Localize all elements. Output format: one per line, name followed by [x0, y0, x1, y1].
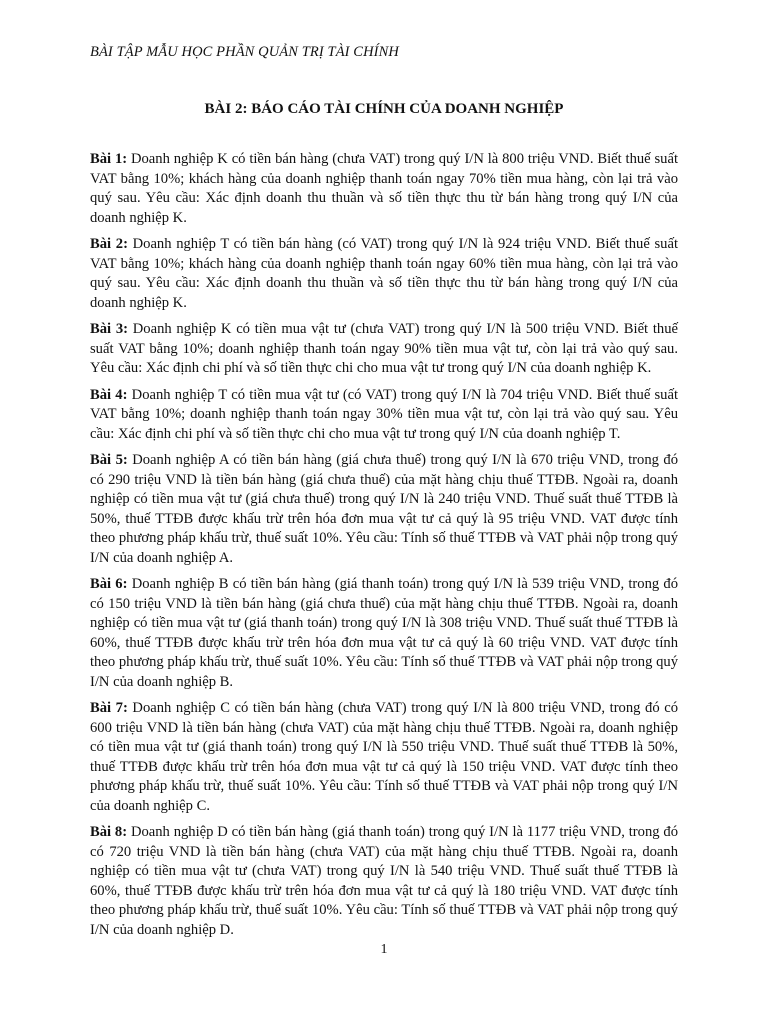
exercise-1	[90, 150, 678, 228]
exercise-label: Bài 6:	[90, 576, 128, 592]
exercise-5	[90, 451, 678, 568]
exercise-label: Bài 7:	[90, 700, 128, 716]
exercise-label: Bài 1:	[90, 151, 128, 167]
exercise-4	[90, 386, 678, 445]
exercise-label: Bài 2:	[90, 236, 128, 252]
document-title: BÀI 2: BÁO CÁO TÀI CHÍNH CỦA DOANH NGHIỆP	[204, 101, 564, 117]
exercise-list	[90, 150, 678, 947]
exercise-label: Bài 4:	[90, 386, 128, 403]
exercise-label: Bài 5:	[90, 452, 128, 468]
exercise-text: Doanh nghiệp K có tiền mua vật tư (chưa VAT) trong quý I/N là 500 triệu VND. Biết thuế suất VAT bằng 10%; doanh nghiệp thanh toán ngay 90% tiền mua vật tư, còn lại trả vào quý sau. Yêu cầu: Xác định chi phí và số tiền thực chi cho mua vật tư trong quý I/N của doanh nghiệp K.	[90, 321, 678, 376]
exercise-text: Doanh nghiệp K có tiền bán hàng (chưa VAT) trong quý I/N là 800 triệu VND. Biết thuế suất VAT bằng 10%; khách hàng của doanh nghiệp thanh toán ngay 70% tiền mua hàng, còn lại trả vào quý sau. Yêu cầu: Xác định doanh thu thuần và số tiền thực thu từ bán hàng trong quý I/N của doanh nghiệp K.	[90, 151, 679, 226]
exercise-text: Doanh nghiệp C có tiền bán hàng (chưa VAT) trong quý I/N là 800 triệu VND, trong đó có 600 triệu VND là tiền bán hàng (chưa VAT) của mặt hàng chịu thuế TTĐB. Ngoài ra, doanh nghiệp có tiền mua vật tư (giá thanh toán) trong quý I/N là 550 triệu VND. Thuế suất thuế TTĐB là 50%, thuế TTĐB được khấu trừ trên hóa đơn mua vật tư cả quý là 150 triệu VND. VAT được tính theo phương pháp khấu trừ, thuế suất 10%. Yêu cầu: Tính số thuế TTĐB và VAT phải nộp trong quý I/N của doanh nghiệp C.	[90, 700, 678, 814]
exercise-text: Doanh nghiệp B có tiền bán hàng (giá thanh toán) trong quý I/N là 539 triệu VND, trong đó có 150 triệu VND là tiền bán hàng (giá chưa thuế) của mặt hàng chịu thuế TTĐB. Ngoài ra, doanh nghiệp có tiền mua vật tư (giá thanh toán) trong quý I/N là 308 triệu VND. Thuế suất thuế TTĐB là 60%, thuế TTĐB được khấu trừ trên hóa đơn mua vật tư cả quý là 60 triệu VND. VAT được tính theo phương pháp khấu trừ, thuế suất 10%. Yêu cầu: Tính số thuế TTĐB và VAT phải nộp trong quý I/N của doanh nghiệp B.	[90, 576, 678, 690]
exercise-3	[90, 320, 678, 379]
exercise-text: Doanh nghiệp A có tiền bán hàng (giá chưa thuế) trong quý I/N là 670 triệu VND, trong đó có 290 triệu VND là tiền bán hàng (giá chưa thuế) của mặt hàng chịu thuế TTĐB. Ngoài ra, doanh nghiệp có tiền mua vật tư (giá chưa thuế) trong quý I/N là 240 triệu VND. Thuế suất thuế TTĐB là 50%, thuế TTĐB được khấu trừ trên hóa đơn mua vật tư cả quý là 95 triệu VND. VAT được tính theo phương pháp khấu trừ, thuế suất 10%. Yêu cầu: Tính số thuế TTĐB và VAT phải nộp trong quý I/N của doanh nghiệp A.	[90, 452, 679, 566]
exercise-7	[90, 699, 678, 816]
page-number: 1	[380, 942, 388, 957]
exercise-text: Doanh nghiệp D có tiền bán hàng (giá thanh toán) trong quý I/N là 1177 triệu VND, trong đó có 720 triệu VND là tiền bán hàng (chưa VAT) của mặt hàng chịu thuế TTĐB. Ngoài ra, doanh nghiệp có tiền mua vật tư (chưa VAT) trong quý I/N là 540 triệu VND. Thuế suất thuế TTĐB là 60%, thuế TTĐB được khấu trừ trên hóa đơn mua vật tư cả quý là 180 triệu VND. VAT được tính theo phương pháp khấu trừ, thuế suất 10%. Yêu cầu: Tính số thuế TTĐB và VAT phải nộp trong quý I/N của doanh nghiệp D.	[90, 824, 679, 938]
running-header: BÀI TẬP MẪU HỌC PHẦN QUẢN TRỊ TÀI CHÍNH	[90, 44, 399, 60]
exercise-8	[90, 823, 678, 940]
exercise-text: Doanh nghiệp T có tiền bán hàng (có VAT) trong quý I/N là 924 triệu VND. Biết thuế suất VAT bằng 10%; khách hàng của doanh nghiệp thanh toán ngay 60% tiền mua hàng, còn lại trả vào quý sau. Yêu cầu: Xác định doanh thu thuần và số tiền thực thu từ bán hàng trong quý I/N của doanh nghiệp K.	[90, 236, 679, 311]
exercise-2	[90, 235, 678, 313]
exercise-label: Bài 8:	[90, 824, 128, 840]
exercise-text: Doanh nghiệp T có tiền mua vật tư (có VAT) trong quý I/N là 704 triệu VND. Biết thuế suất VAT bằng 10%; doanh nghiệp thanh toán ngay 30% tiền mua vật tư, còn lại trả vào quý sau. Yêu cầu: Xác định chi phí và số tiền thực chi cho mua vật tư trong quý I/N của doanh nghiệp T.	[90, 386, 679, 442]
exercise-label: Bài 3:	[90, 321, 128, 337]
exercise-6	[90, 575, 678, 692]
